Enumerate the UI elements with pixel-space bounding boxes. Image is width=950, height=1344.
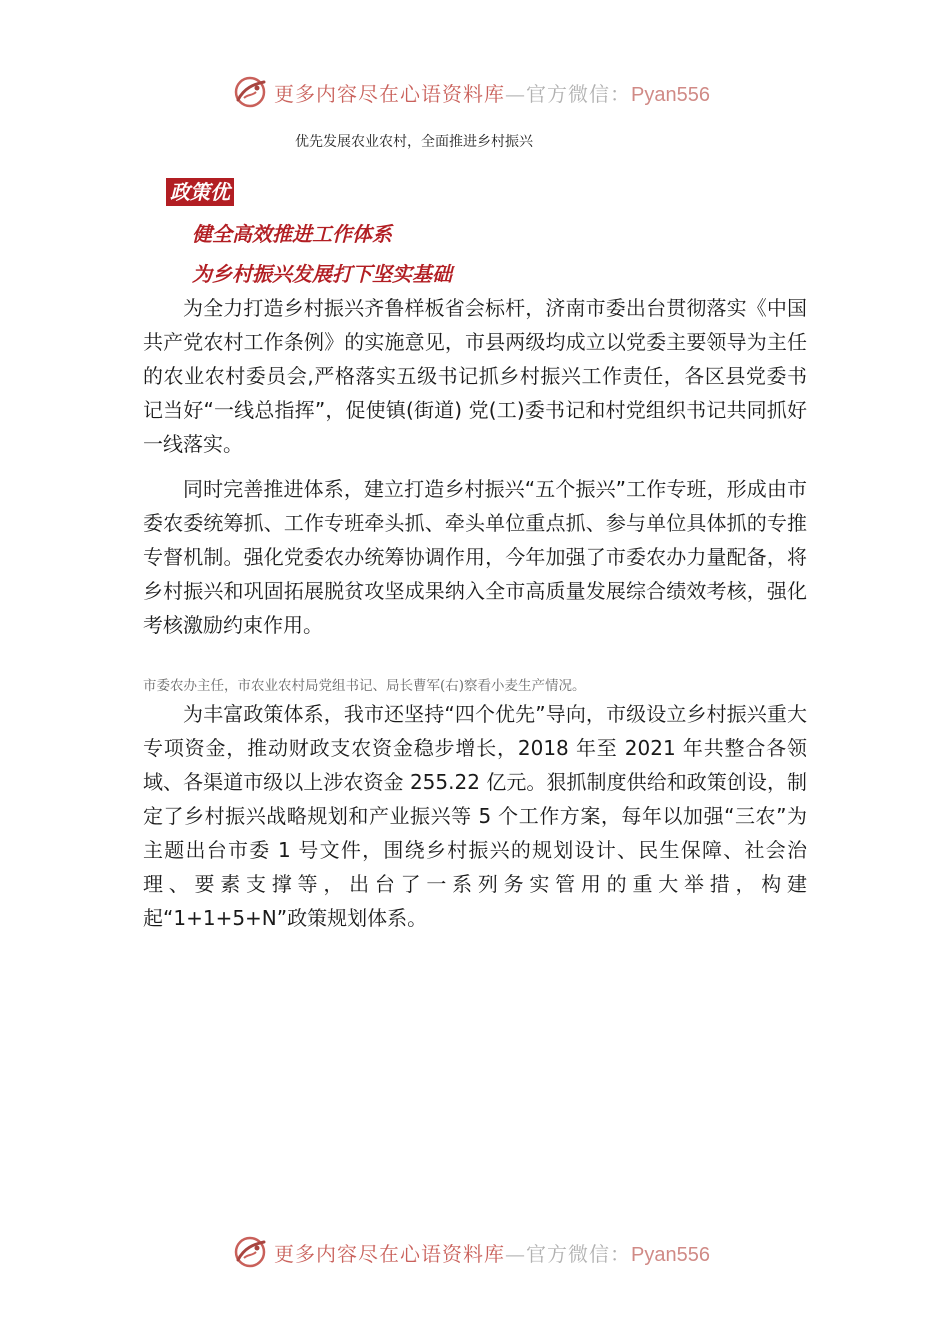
- headline-1: 健全高效推进工作体系: [192, 222, 392, 246]
- banner-text: [274, 78, 710, 107]
- paragraph-2: 同时完善推进体系，建立打造乡村振兴“五个振兴”工作专班，形成由市委农委统筹抓、工作专班牵头抓、牵头单位重点抓、参与单位具体抓的专推专督机制。强化党委农办统筹协调作用，今年加强了市委农办力量配备，将乡村振兴和巩固拓展脱贫攻坚成果纳入全市高质量发展综合绩效考核，强化考核激励约束作用。: [143, 477, 807, 637]
- document-header: 优先发展农业农村，全面推进乡村振兴: [295, 134, 533, 150]
- banner-wechat-label: 官方微信：: [526, 1241, 631, 1266]
- photo-caption: 市委农办主任，市农业农村局党组书记、局长曹军(右)察看小麦生产情况。: [143, 678, 586, 694]
- banner-wechat-label: 官方微信：: [526, 81, 631, 106]
- banner-brand: 更多内容尽在心语资料库: [274, 1241, 505, 1266]
- banner-wechat-id: Pyan556: [631, 83, 710, 106]
- section-tag: 政策优: [166, 178, 234, 206]
- top-banner: [232, 72, 752, 112]
- banner-wechat-id: Pyan556: [631, 1243, 710, 1266]
- banner-dash: —: [505, 81, 526, 106]
- banner-brand: 更多内容尽在心语资料库: [274, 81, 505, 106]
- banner-dash: —: [505, 1241, 526, 1266]
- bottom-banner: [232, 1232, 752, 1272]
- headline-2: 为乡村振兴发展打下坚实基础: [192, 262, 452, 286]
- paragraph-1: 为全力打造乡村振兴齐鲁样板省会标杆，济南市委出台贯彻落实《中国共产党农村工作条例》的实施意见，市县两级均成立以党委主要领导为主任的农业农村委员会,严格落实五级书记抓乡村振兴工作责任，各区县党委书记当好“一线总指挥”，促使镇(街道) 党(工)委书记和村党组织书记共同抓好一线落实。: [143, 296, 807, 456]
- paragraph-3: 为丰富政策体系，我市还坚持“四个优先”导向，市级设立乡村振兴重大专项资金，推动财政支农资金稳步增长，2018 年至 2021 年共整合各领域、各渠道市级以上涉农资金 255.22 亿元。狠抓制度供给和政策创设，制定了乡村振兴战略规划和产业振兴等 5 个工作方案，每年以加强“三农”为主题出台市委 1 号文件，围绕乡村振兴的规划设计、民生保障、社会治理、要素支撑等，出台了一系列务实管用的重大举措，构建起“1+1+5+N”政策规划体系。: [143, 702, 807, 930]
- logo-icon: [232, 74, 268, 110]
- logo-icon: [232, 1234, 268, 1270]
- banner-text: [274, 1238, 710, 1267]
